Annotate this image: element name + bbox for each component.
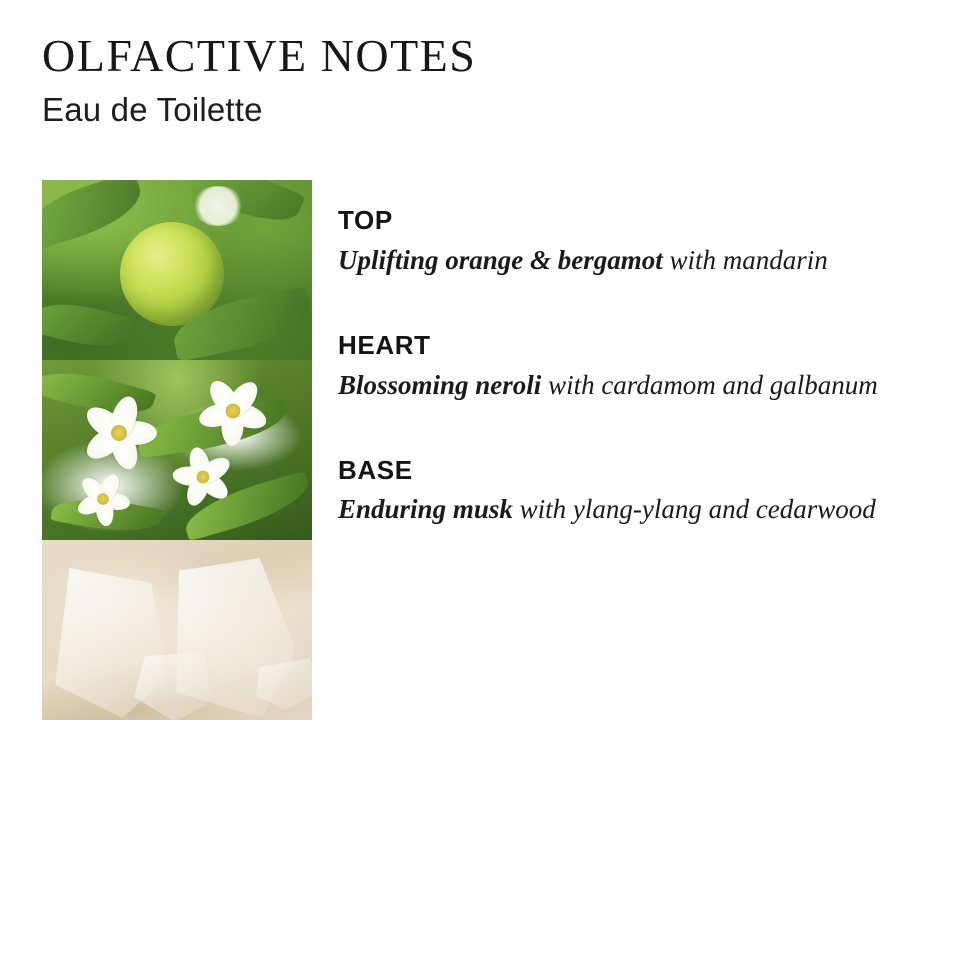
crystal-shape <box>134 652 212 720</box>
blossom-shape <box>192 186 244 226</box>
page-subtitle: Eau de Toilette <box>42 90 263 128</box>
orange-blossom-photo <box>42 360 312 540</box>
page-title: OLFACTIVE NOTES <box>42 30 477 81</box>
flower-shape <box>169 443 238 512</box>
note-label-top: TOP <box>338 205 393 235</box>
note-label-base: BASE <box>338 454 413 485</box>
note-label-heart: HEART <box>338 329 431 360</box>
flower-shape <box>72 468 134 530</box>
note-rest-base: with ylang-ylang and cedarwood <box>512 494 876 525</box>
note-image-stack <box>42 180 312 720</box>
note-rest-heart: with cardamom and galbanum <box>541 369 878 400</box>
note-lead-top: Uplifting orange & bergamot <box>338 244 663 275</box>
note-description-heart <box>338 366 898 404</box>
citrus-fruit-photo <box>42 180 312 360</box>
header <box>42 30 922 128</box>
flower-shape <box>193 371 272 450</box>
note-lead-base: Enduring musk <box>338 494 513 525</box>
note-block-heart <box>338 331 918 404</box>
notes-list <box>338 206 918 529</box>
note-block-top <box>338 206 918 279</box>
note-rest-top: with mandarin <box>662 244 828 275</box>
musk-crystals-photo <box>42 540 312 720</box>
note-description-top <box>338 241 898 279</box>
note-description-base <box>338 490 898 528</box>
note-block-base <box>338 456 918 529</box>
note-lead-heart: Blossoming neroli <box>338 369 542 400</box>
leaf-shape <box>42 294 135 355</box>
flower-shape <box>76 390 162 476</box>
